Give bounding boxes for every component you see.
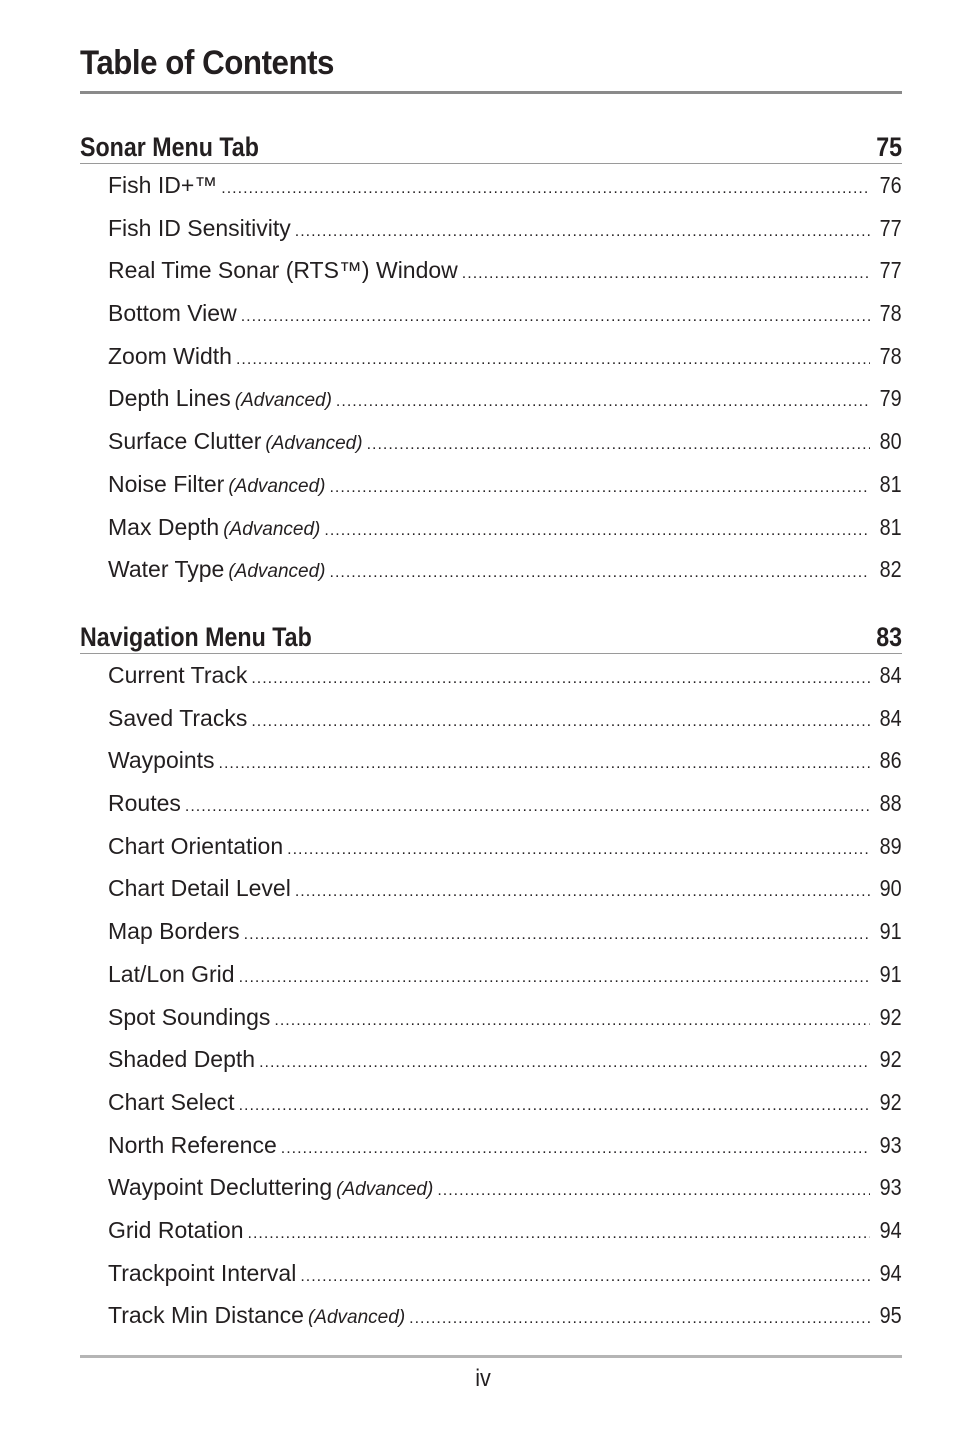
toc-entry[interactable] [80, 867, 902, 910]
toc-entry[interactable] [80, 548, 902, 591]
entry-page-number: 94 [879, 1259, 902, 1286]
entry-label: Waypoint Decluttering [108, 1174, 333, 1201]
entry-label: Fish ID+™ [108, 172, 218, 198]
dot-leader [324, 510, 870, 553]
toc-entry[interactable] [80, 910, 902, 953]
advanced-note: (Advanced) [223, 518, 321, 540]
entry-page-number: 93 [879, 1131, 902, 1158]
toc-entry[interactable] [80, 697, 902, 740]
entry-label: North Reference [108, 1131, 277, 1158]
advanced-note: (Advanced) [336, 1179, 434, 1201]
entry-label: Water Type [108, 556, 225, 583]
toc-entry[interactable] [80, 1209, 902, 1252]
entry-page-number: 84 [879, 704, 902, 731]
dot-leader [287, 829, 870, 872]
dot-leader [251, 658, 870, 701]
toc-entry[interactable] [80, 996, 902, 1039]
entry-label: Current Track [108, 662, 248, 688]
toc-entry[interactable] [80, 377, 902, 420]
toc-entry[interactable] [80, 420, 902, 463]
dot-leader [329, 467, 870, 510]
entry-page-number: 78 [879, 342, 902, 369]
dot-leader [300, 1256, 870, 1299]
entry-label: Shaded Depth [108, 1046, 256, 1073]
entry-page-number: 77 [879, 214, 902, 241]
toc-entry[interactable] [80, 782, 902, 825]
section-page-number: 75 [876, 132, 902, 162]
footer-page-number: iv [475, 1365, 491, 1392]
entry-label: Max Depth [108, 513, 220, 540]
entry-label: Saved Tracks [108, 704, 248, 731]
dot-leader [219, 743, 871, 786]
toc-section-sonar [80, 124, 902, 591]
toc-entry[interactable] [80, 1081, 902, 1124]
entry-label: Routes [108, 790, 181, 817]
section-title: Sonar Menu Tab [80, 132, 259, 162]
toc-entry[interactable] [80, 1252, 902, 1295]
entry-label: Chart Orientation [108, 832, 284, 859]
entry-page-number: 84 [879, 662, 902, 688]
entry-page-number: 81 [879, 513, 902, 540]
title-divider [80, 91, 902, 94]
toc-entry[interactable] [80, 292, 902, 335]
dot-leader [274, 1000, 870, 1043]
entry-page-number: 94 [879, 1216, 902, 1243]
toc-entry[interactable] [80, 953, 902, 996]
section-title: Navigation Menu Tab [80, 622, 312, 652]
dot-leader [259, 1042, 870, 1085]
dot-leader [295, 211, 871, 254]
advanced-note: (Advanced) [228, 561, 326, 583]
entry-page-number: 88 [879, 790, 902, 817]
toc-entry[interactable] [80, 1124, 902, 1167]
entry-label: Chart Select [108, 1088, 235, 1115]
entry-page-number: 78 [879, 300, 902, 327]
entry-label: Chart Detail Level [108, 875, 291, 902]
dot-leader [239, 957, 871, 1000]
advanced-note: (Advanced) [307, 1307, 406, 1329]
entry-label: Spot Soundings [108, 1003, 271, 1030]
entry-label: Bottom View [108, 300, 237, 327]
dot-leader [367, 424, 871, 467]
entry-page-number: 93 [879, 1174, 902, 1201]
entry-page-number: 92 [879, 1003, 902, 1030]
entry-label: Fish ID Sensitivity [108, 214, 291, 241]
toc-entry[interactable] [80, 463, 902, 506]
dot-leader [336, 381, 870, 424]
entry-page-number: 76 [879, 172, 902, 198]
advanced-note: (Advanced) [265, 433, 363, 455]
entry-label: Waypoints [108, 747, 215, 774]
entry-page-number: 86 [879, 747, 902, 774]
dot-leader [185, 786, 871, 829]
entry-label: Lat/Lon Grid [108, 960, 235, 987]
entry-label: Trackpoint Interval [108, 1259, 297, 1286]
entry-page-number: 80 [879, 428, 902, 455]
entry-label: Surface Clutter [108, 428, 262, 455]
dot-leader [437, 1170, 870, 1213]
dot-leader [248, 1213, 871, 1256]
dot-leader [241, 296, 871, 339]
dot-leader [462, 253, 871, 296]
dot-leader [295, 871, 871, 914]
dot-leader [221, 168, 870, 211]
toc-entry[interactable] [80, 164, 902, 207]
advanced-note: (Advanced) [228, 475, 326, 497]
dot-leader [281, 1128, 871, 1171]
toc-entry[interactable] [80, 739, 902, 782]
entry-page-number: 92 [879, 1088, 902, 1115]
advanced-note: (Advanced) [234, 390, 332, 412]
toc-entry[interactable] [80, 249, 902, 292]
toc-entry[interactable] [80, 654, 902, 697]
entry-label: Depth Lines [108, 385, 231, 412]
entry-page-number: 92 [879, 1046, 902, 1073]
toc-entry[interactable] [80, 335, 902, 378]
section-heading[interactable] [80, 614, 902, 654]
entry-page-number: 91 [879, 960, 902, 987]
footer-divider [80, 1355, 902, 1358]
dot-leader [239, 1085, 871, 1128]
dot-leader [244, 914, 871, 957]
toc-entry[interactable] [80, 1294, 902, 1337]
toc-entry[interactable] [80, 506, 902, 549]
toc-entry-list [80, 164, 902, 591]
toc-entry[interactable] [80, 1166, 902, 1209]
entry-page-number: 95 [879, 1302, 902, 1329]
entry-page-number: 91 [879, 918, 902, 945]
entry-label: Grid Rotation [108, 1216, 244, 1243]
entry-label: Noise Filter [108, 470, 225, 497]
toc-entry[interactable] [80, 207, 902, 250]
entry-page-number: 89 [879, 832, 902, 859]
toc-entry[interactable] [80, 825, 902, 868]
entry-label: Real Time Sonar (RTS™) Window [108, 257, 458, 284]
section-heading[interactable] [80, 124, 902, 164]
entry-label: Track Min Distance [108, 1302, 304, 1329]
toc-section-navigation [80, 614, 902, 1337]
entry-page-number: 79 [879, 385, 902, 412]
dot-leader [330, 552, 871, 595]
dot-leader [251, 701, 870, 744]
entry-label: Zoom Width [108, 342, 232, 369]
toc-entry[interactable] [80, 1038, 902, 1081]
entry-label: Map Borders [108, 918, 240, 945]
section-page-number: 83 [876, 622, 902, 652]
entry-page-number: 90 [879, 875, 902, 902]
toc-entry-list [80, 654, 902, 1337]
dot-leader [409, 1298, 870, 1341]
dot-leader [236, 339, 870, 382]
entry-page-number: 82 [879, 556, 902, 583]
entry-page-number: 77 [879, 257, 902, 284]
entry-page-number: 81 [879, 470, 902, 497]
page-title: Table of Contents [80, 44, 335, 82]
